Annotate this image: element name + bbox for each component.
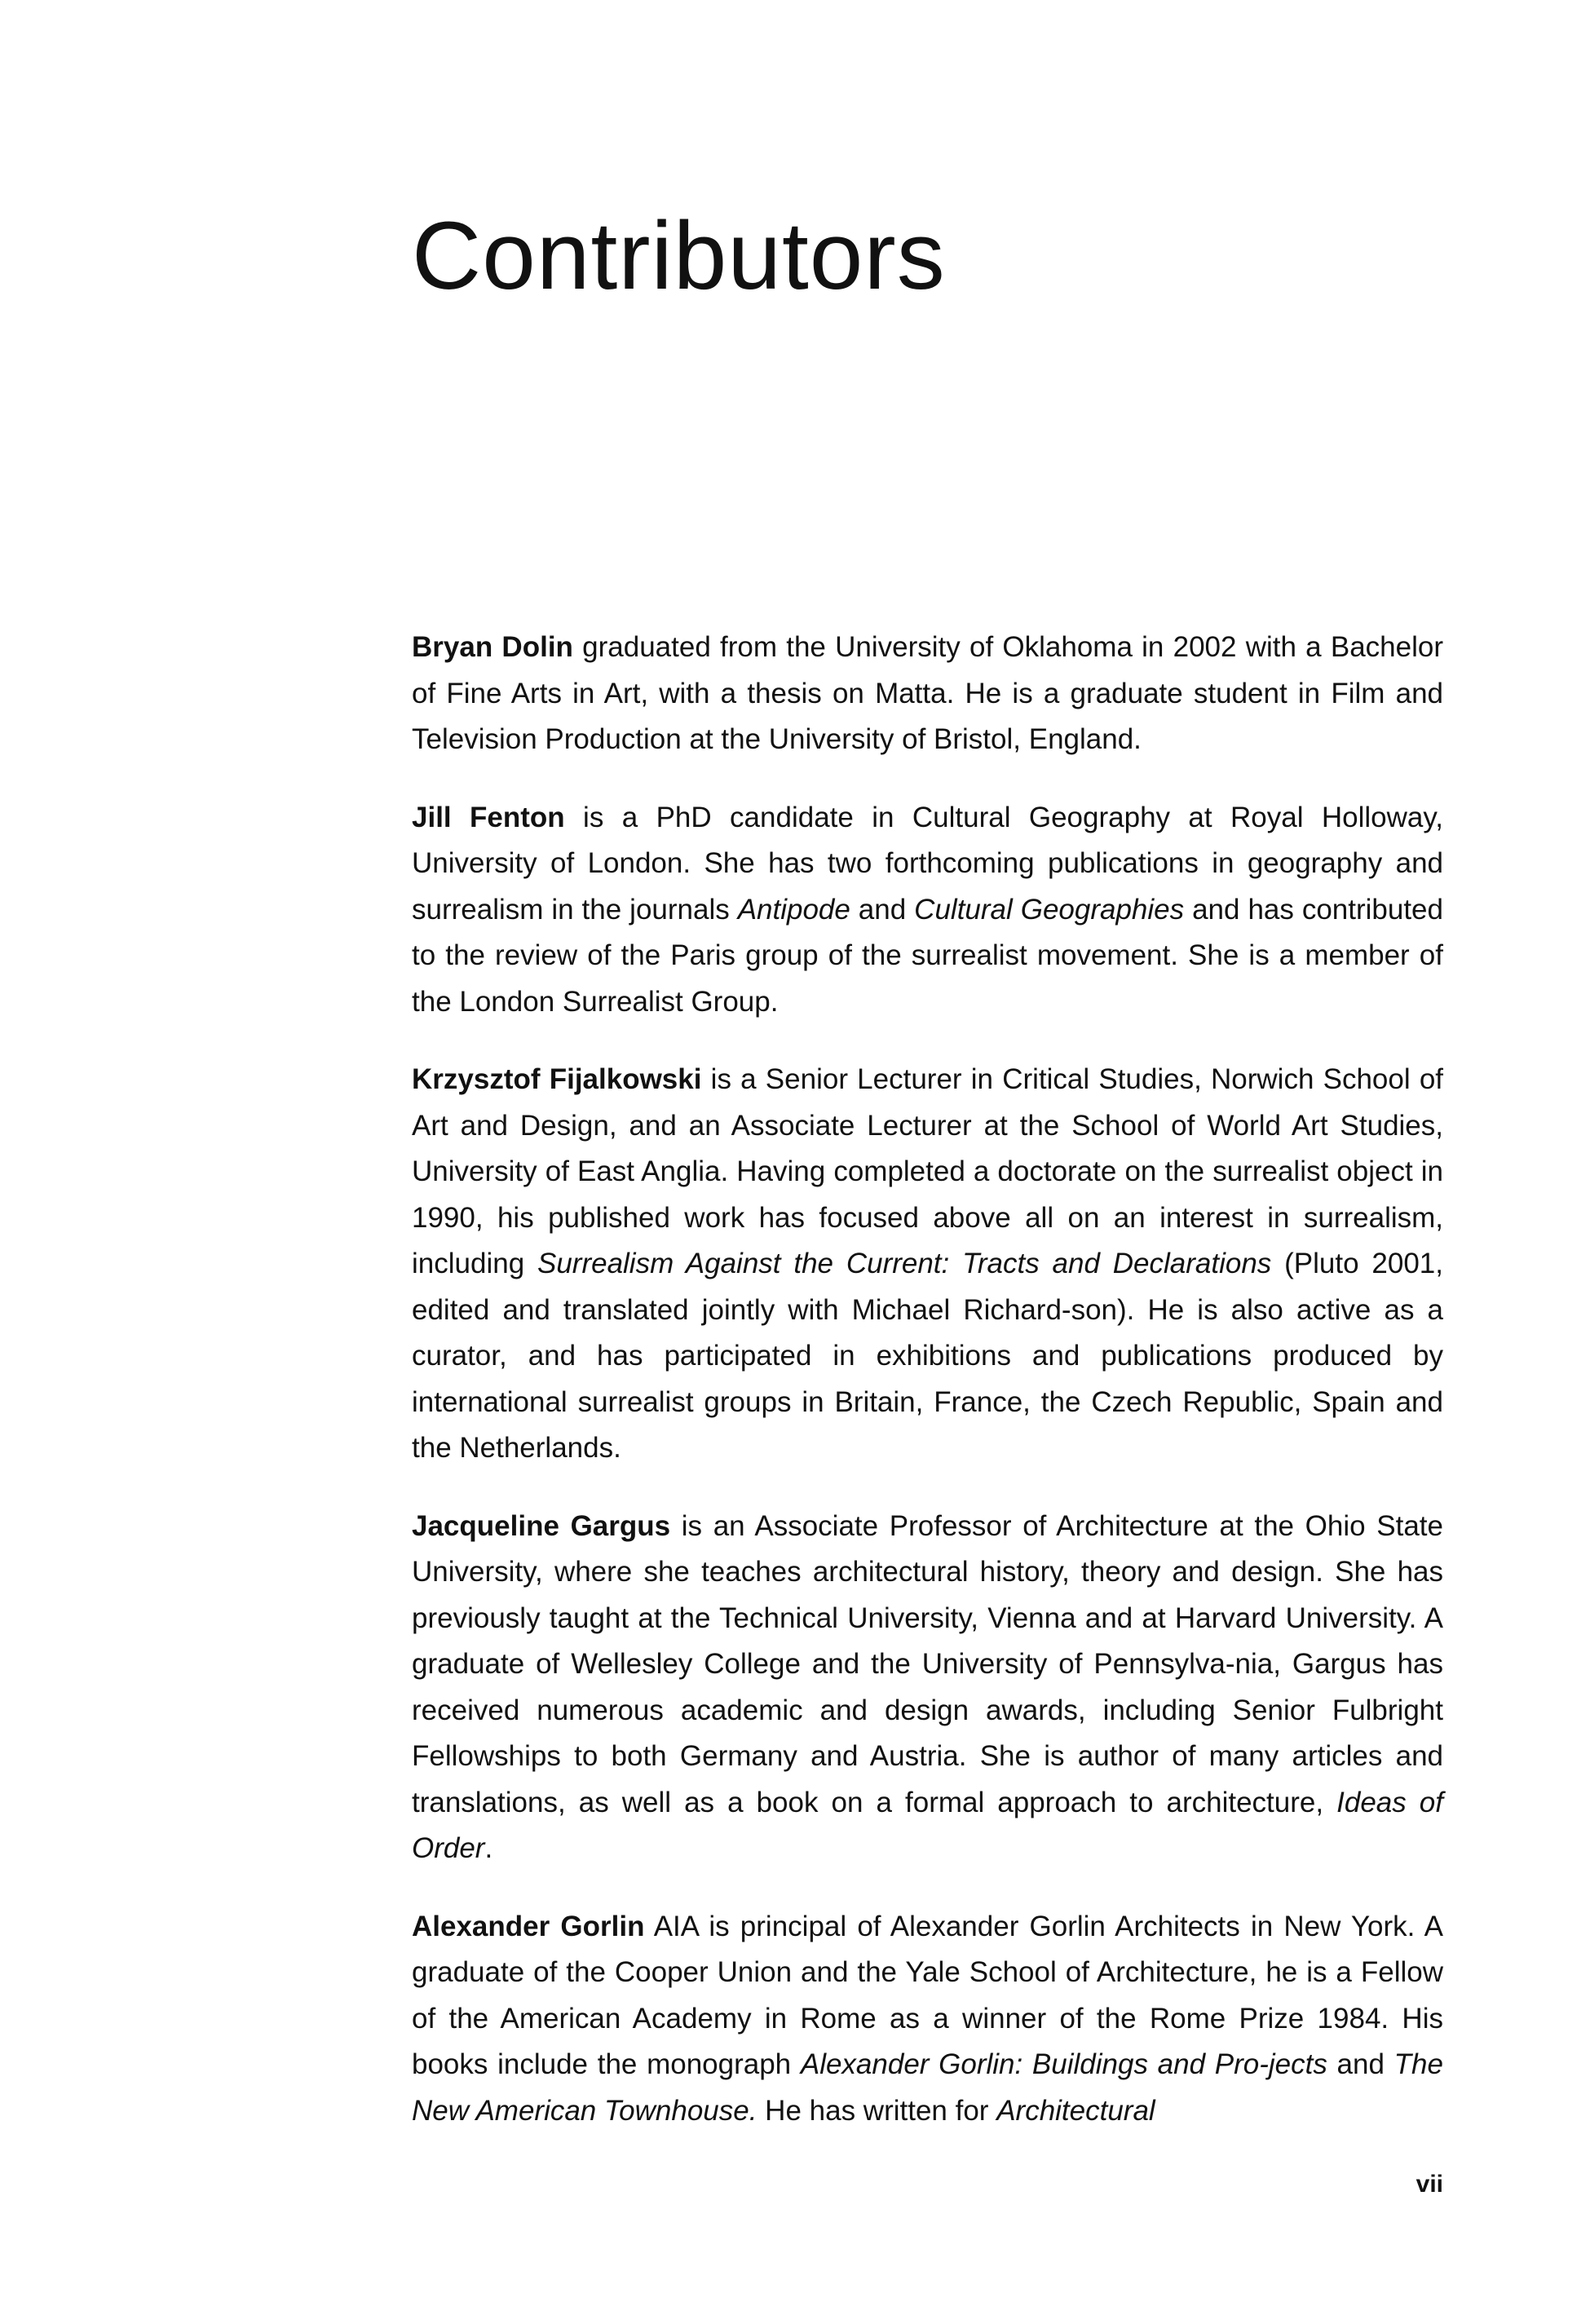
contributor-bio: and: [1327, 2048, 1394, 2080]
contributor-list: [412, 625, 1443, 2166]
contributor-bio: is a Senior Lecturer in Critical Studies, Norwich School of Art and Design, and an Associate Lecturer at the School of World Art Studies, University of East Anglia. Having completed a doctorate on the surrealist object in 1990, his published work has focused above all on an interest in surrealism, including: [412, 1063, 1444, 1279]
contributor-bio: is a PhD candidate in Cultural Geography at Royal Holloway, University of London. She has two forthcoming publications in geography and surrealism in the journals: [412, 801, 1443, 926]
contributor-entry-alexander-gorlin: [412, 1904, 1443, 2135]
book-title: The New American Townhouse.: [412, 2048, 1443, 2127]
book-title: Surrealism Against the Current: Tracts and Declarations: [537, 1248, 1272, 1279]
contributor-bio: .: [484, 1832, 493, 1864]
book-title: Alexander Gorlin: Buildings and Pro-jects: [800, 2048, 1327, 2080]
contributor-entry-jill-fenton: [412, 795, 1443, 1026]
journal-title: Antipode: [737, 893, 850, 926]
contributor-bio: and has contributed to the review of the Paris group of the surrealist movement. She is a member of the London Surrealist Group.: [412, 893, 1443, 1018]
contributor-bio: He has written for: [757, 2094, 997, 2127]
contributor-bio: and: [850, 893, 915, 926]
contributor-bio: graduated from the University of Oklahoma in 2002 with a Bachelor of Fine Arts in Art, with a thesis on Matta. He is a graduate student in Film and Television Production at the University of Bristol, England.: [412, 631, 1443, 755]
publication-title: Architectural: [996, 2094, 1155, 2127]
contributor-bio: is an Associate Professor of Architecture at the Ohio State University, where she teaches architectural history, theory and design. She has previously taught at the Technical University, Vienna and at Harvard University. A graduate of Wellesley College and the University of Pennsylva-nia, Gargus has received numerous academic and design awards, including Senior Fulbright Fellowships to both Germany and Austria. She is author of many articles and translations, as well as a book on a formal approach to architecture,: [412, 1509, 1444, 1818]
contributor-name: Bryan Dolin: [412, 631, 573, 663]
page-number: vii: [1416, 2171, 1443, 2198]
contributor-name: Jill Fenton: [412, 801, 565, 833]
book-title: Ideas of Order: [412, 1786, 1443, 1864]
journal-title: Cultural Geographies: [914, 893, 1185, 926]
page-title: Contributors: [412, 202, 946, 310]
contributor-name: Krzysztof Fijalkowski: [412, 1063, 702, 1095]
contributor-entry-jacqueline-gargus: [412, 1504, 1443, 1872]
contributor-entry-krzysztof-fijalkowski: [412, 1057, 1443, 1472]
contributor-entry-bryan-dolin: [412, 625, 1443, 763]
contributor-bio: (Pluto 2001, edited and translated jointly with Michael Richard-son). He is also active as a curator, and has participated in exhibitions and publications produced by international surrealist groups in Britain, France, the Czech Republic, Spain and the Netherlands.: [412, 1248, 1443, 1464]
contributor-name: Jacqueline Gargus: [412, 1509, 671, 1542]
contributor-bio: AIA is principal of Alexander Gorlin Architects in New York. A graduate of the Cooper Union and the Yale School of Architecture, he is a Fellow of the American Academy in Rome as a winner of the Rome Prize 1984. His books include the monograph: [412, 1910, 1443, 2080]
contributor-name: Alexander Gorlin: [412, 1910, 645, 1942]
